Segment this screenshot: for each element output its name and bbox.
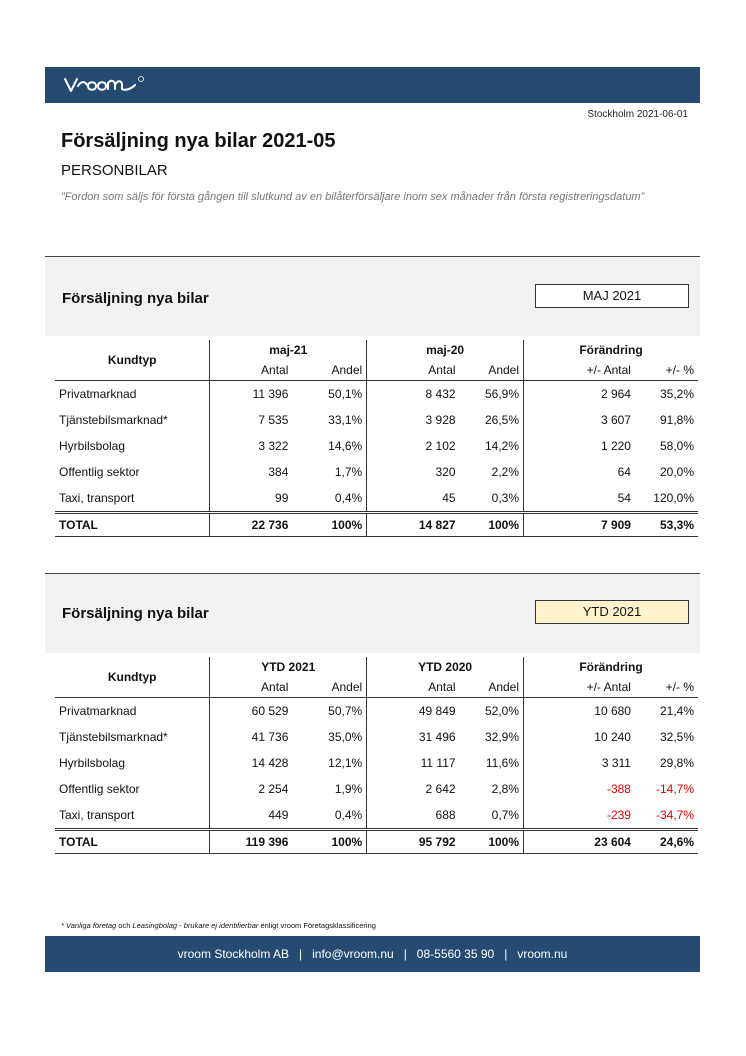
- row-label: Hyrbilsbolag: [59, 756, 126, 770]
- cell-diff-antal: 54: [524, 485, 635, 513]
- section-month-header: [45, 256, 700, 336]
- header-kundtyp: Kundtyp: [55, 657, 210, 698]
- table-row: [55, 381, 698, 408]
- total-antal-current: 22 736: [210, 513, 293, 537]
- cell-andel-current: 0,4%: [334, 808, 363, 822]
- cell-andel-current: 14,6%: [328, 439, 363, 453]
- header-diff-antal: +/- Antal: [524, 677, 635, 698]
- cell-antal-current: 41 736: [210, 724, 293, 750]
- total-label: TOTAL: [55, 830, 210, 854]
- cell-andel-previous: 11,6%: [485, 756, 520, 770]
- cell-antal-previous: 3 928: [367, 407, 460, 433]
- cell-diff-antal: 3 607: [524, 407, 635, 433]
- row-label: Tjänstebilsmarknad*: [59, 413, 168, 427]
- period-box-ytd: YTD 2021: [535, 600, 689, 624]
- report-date: Stockholm 2021-06-01: [587, 109, 688, 120]
- cell-antal-previous: 8 432: [367, 381, 460, 408]
- header-andel: Andel: [460, 677, 524, 698]
- total-andel-previous: 100%: [460, 830, 524, 854]
- cell-antal-current: 449: [210, 802, 293, 830]
- table-row: [55, 802, 698, 830]
- header-diff-pct: +/- %: [635, 360, 698, 381]
- total-diff-antal: 7 909: [524, 513, 635, 537]
- footnote: [61, 921, 376, 930]
- section-title: Försäljning nya bilar: [62, 290, 209, 307]
- table-row: [55, 776, 698, 802]
- total-diff-pct: 24,6%: [635, 830, 698, 854]
- cell-andel-previous: 26,5%: [485, 413, 520, 427]
- cell-andel-previous: 0,3%: [491, 491, 520, 505]
- footer-contact-bar: [45, 936, 700, 972]
- cell-diff-antal: 2 964: [524, 381, 635, 408]
- footnote-part: Leasingbolag - brukare ej identifierbar: [132, 921, 259, 930]
- cell-andel-current: 33,1%: [328, 413, 363, 427]
- row-label: Privatmarknad: [59, 387, 137, 401]
- footnote-part: och: [116, 921, 133, 930]
- cell-diff-pct: 58,0%: [659, 439, 694, 453]
- cell-diff-antal: 10 680: [524, 698, 635, 725]
- cell-antal-current: 7 535: [210, 407, 293, 433]
- cell-diff-pct: 29,8%: [659, 756, 694, 770]
- table-row: [55, 698, 698, 725]
- cell-diff-pct: 32,5%: [659, 730, 694, 744]
- cell-andel-previous: 52,0%: [485, 704, 520, 718]
- header-andel: Andel: [292, 677, 366, 698]
- cell-antal-previous: 688: [367, 802, 460, 830]
- cell-andel-current: 12,1%: [328, 756, 363, 770]
- month-sales-table: [55, 340, 698, 537]
- cell-antal-current: 60 529: [210, 698, 293, 725]
- footnote-part: * Vanliga företag: [61, 921, 117, 930]
- table-row: [55, 724, 698, 750]
- header-group-previous: maj-20: [367, 340, 524, 360]
- row-label: Offentlig sektor: [59, 465, 140, 479]
- cell-diff-antal: 10 240: [524, 724, 635, 750]
- cell-antal-current: 99: [210, 485, 293, 513]
- cell-diff-pct: 35,2%: [659, 387, 694, 401]
- cell-diff-pct: 91,8%: [659, 413, 694, 427]
- cell-diff-pct: 120,0%: [653, 491, 694, 505]
- page-subtitle: PERSONBILAR: [61, 162, 168, 179]
- cell-andel-current: 1,7%: [334, 465, 363, 479]
- row-label: Privatmarknad: [59, 704, 137, 718]
- header-antal: Antal: [210, 360, 293, 381]
- cell-antal-previous: 320: [367, 459, 460, 485]
- table-row: [55, 485, 698, 513]
- row-label: Taxi, transport: [59, 491, 135, 505]
- total-andel-current: 100%: [292, 513, 366, 537]
- header-diff-antal: +/- Antal: [524, 360, 635, 381]
- row-label: Taxi, transport: [59, 808, 135, 822]
- total-diff-antal: 23 604: [524, 830, 635, 854]
- cell-antal-previous: 2 642: [367, 776, 460, 802]
- header-andel: Andel: [292, 360, 366, 381]
- top-brand-bar: [45, 67, 700, 103]
- cell-diff-antal: 3 311: [524, 750, 635, 776]
- footer-text: vroom Stockholm AB | info@vroom.nu | 08-5560 35 90 | vroom.nu: [177, 947, 568, 961]
- footnote-part: enligt vroom Företagsklassificering: [258, 921, 376, 930]
- total-antal-current: 119 396: [210, 830, 293, 854]
- ytd-sales-table: [55, 657, 698, 854]
- cell-andel-current: 50,7%: [328, 704, 363, 718]
- cell-andel-previous: 2,8%: [491, 782, 520, 796]
- cell-antal-previous: 49 849: [367, 698, 460, 725]
- period-box-month: MAJ 2021: [535, 284, 689, 308]
- table-row: [55, 750, 698, 776]
- total-andel-current: 100%: [292, 830, 366, 854]
- cell-antal-previous: 45: [367, 485, 460, 513]
- cell-antal-previous: 31 496: [367, 724, 460, 750]
- cell-antal-current: 14 428: [210, 750, 293, 776]
- cell-andel-previous: 2,2%: [491, 465, 520, 479]
- cell-diff-pct: 20,0%: [659, 465, 694, 479]
- table-row: [55, 459, 698, 485]
- cell-antal-previous: 2 102: [367, 433, 460, 459]
- header-group-current: maj-21: [210, 340, 367, 360]
- cell-andel-current: 0,4%: [334, 491, 363, 505]
- cell-antal-previous: 11 117: [367, 750, 460, 776]
- header-antal: Antal: [367, 677, 460, 698]
- total-antal-previous: 14 827: [367, 513, 460, 537]
- cell-andel-current: 50,1%: [328, 387, 363, 401]
- page-title: Försäljning nya bilar 2021-05: [61, 130, 336, 152]
- cell-antal-current: 384: [210, 459, 293, 485]
- cell-antal-current: 3 322: [210, 433, 293, 459]
- cell-andel-previous: 56,9%: [485, 387, 520, 401]
- total-diff-pct: 53,3%: [635, 513, 698, 537]
- cell-andel-previous: 32,9%: [485, 730, 520, 744]
- cell-antal-current: 2 254: [210, 776, 293, 802]
- cell-diff-antal: -239: [524, 802, 635, 830]
- definition-quote: ”Fordon som säljs för första gången till slutkund av en bilåterförsäljare inom sex månader från första registreringsdatum”: [61, 191, 645, 203]
- table-row: [55, 433, 698, 459]
- section-title: Försäljning nya bilar: [62, 605, 209, 622]
- header-group-change: Förändring: [524, 657, 698, 677]
- row-label: Hyrbilsbolag: [59, 439, 126, 453]
- header-group-previous: YTD 2020: [367, 657, 524, 677]
- cell-diff-pct: -34,7%: [655, 808, 694, 822]
- header-diff-pct: +/- %: [635, 677, 698, 698]
- vroom-logo: [61, 73, 171, 102]
- cell-diff-pct: -14,7%: [655, 782, 694, 796]
- total-antal-previous: 95 792: [367, 830, 460, 854]
- total-row: [55, 830, 698, 854]
- header-antal: Antal: [367, 360, 460, 381]
- cell-andel-previous: 0,7%: [491, 808, 520, 822]
- total-label: TOTAL: [55, 513, 210, 537]
- header-andel: Andel: [460, 360, 524, 381]
- cell-andel-current: 35,0%: [328, 730, 363, 744]
- header-antal: Antal: [210, 677, 293, 698]
- cell-diff-antal: 64: [524, 459, 635, 485]
- cell-andel-current: 1,9%: [334, 782, 363, 796]
- header-group-change: Förändring: [524, 340, 698, 360]
- cell-diff-pct: 21,4%: [659, 704, 694, 718]
- section-ytd-header: [45, 573, 700, 653]
- table-row: [55, 407, 698, 433]
- total-andel-previous: 100%: [460, 513, 524, 537]
- cell-diff-antal: 1 220: [524, 433, 635, 459]
- cell-diff-antal: -388: [524, 776, 635, 802]
- header-kundtyp: Kundtyp: [55, 340, 210, 381]
- row-label: Offentlig sektor: [59, 782, 140, 796]
- cell-andel-previous: 14,2%: [485, 439, 520, 453]
- total-row: [55, 513, 698, 537]
- header-group-current: YTD 2021: [210, 657, 367, 677]
- cell-antal-current: 11 396: [210, 381, 293, 408]
- row-label: Tjänstebilsmarknad*: [59, 730, 168, 744]
